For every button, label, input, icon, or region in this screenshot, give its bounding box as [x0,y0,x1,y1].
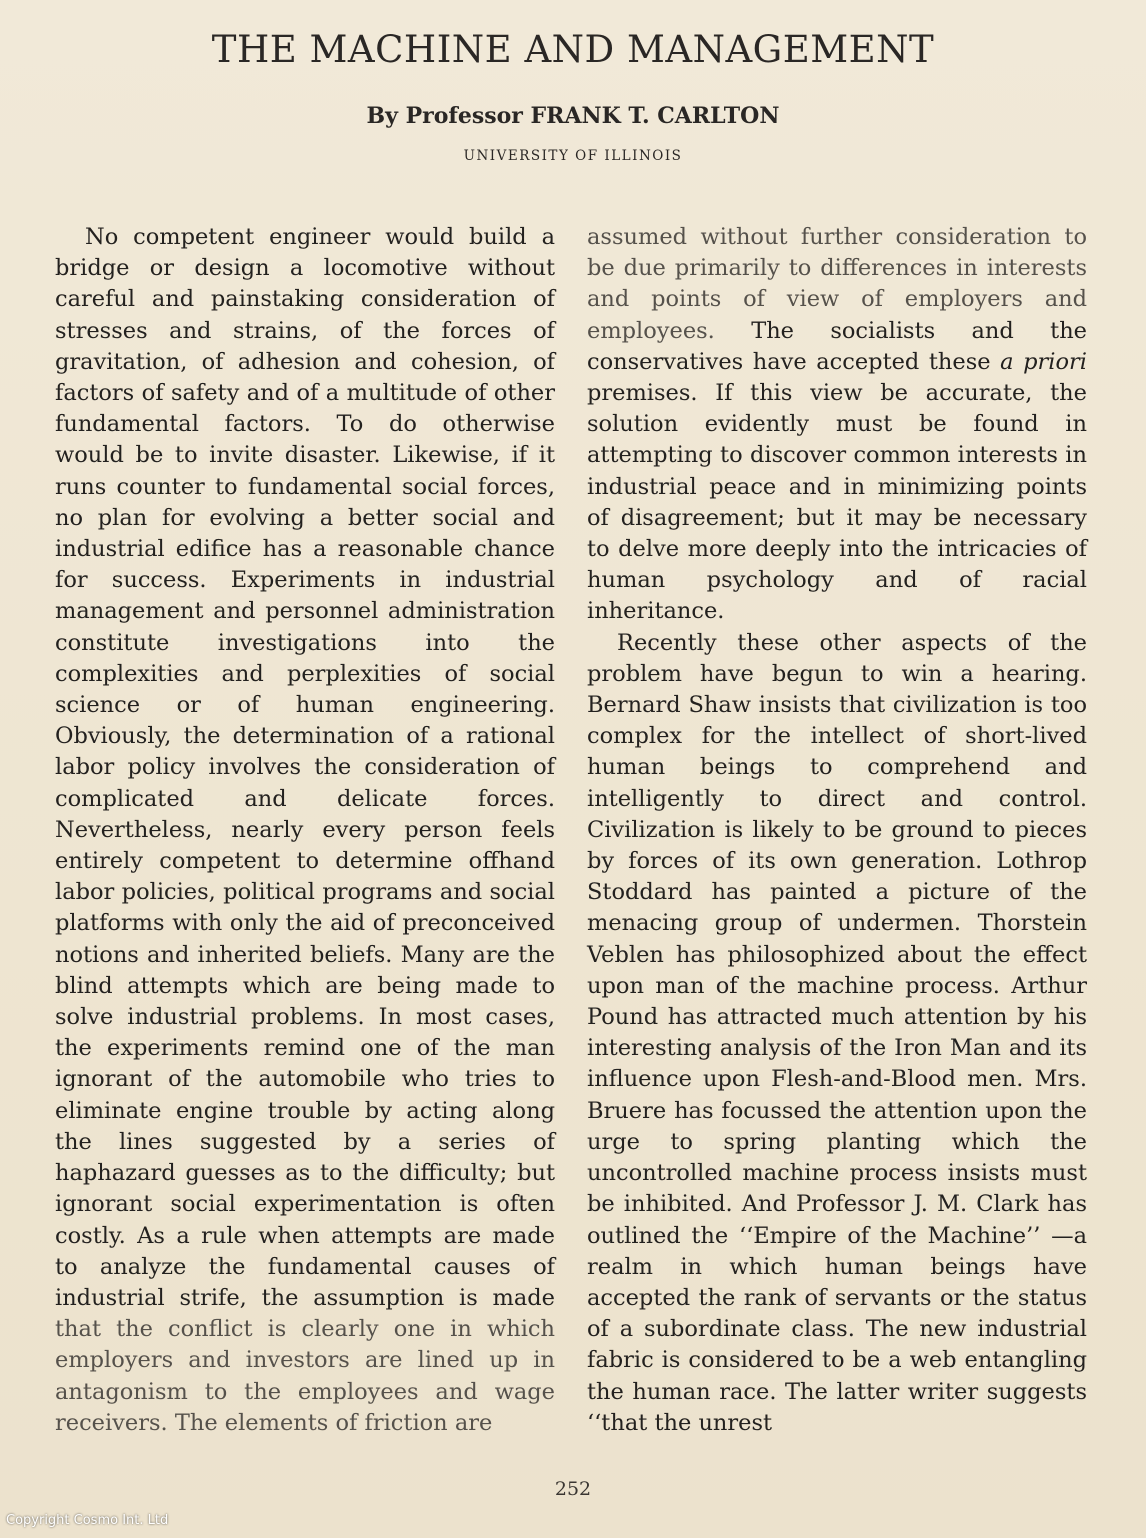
copyright-notice: Copyright Cosmo Int. Ltd [6,1513,169,1528]
right-column [587,222,1087,1439]
byline: By Professor FRANK T. CARLTON [366,103,780,129]
paragraph-1-text: No competent engineer would build a bridge or design a locomotive without careful and painstaking consideration of stresses and strains, of the forces of gravitation, of adhesion and cohesion, of factors of safety and of a multitude of other fundamental factors. To do otherwise would be to invite disaster. Likewise, if it runs counter to fundamental social forces, no plan for evolving a better social and industrial edifice has a reasonable chance for success. Experiments in industrial management and personnel administration constitute investigations into the complexities and perplexities of social science or of human engineering. Obviously, the determination of a rational labor policy involves the consideration of complicated and delicate forces. Nevertheless, nearly every person feels entirely competent to determine offhand labor policies, political programs and social platforms with only the aid of preconceived notions and inherited beliefs. Many are the blind attempts which are being made to solve industrial problems. In most cases, the experiments remind one of the man ignorant of the automobile who tries to eliminate engine trouble by acting along the lines suggested by a series of haphazard guesses as to the difficulty; but ignorant social experimentation is often costly. As a rule when attempts are made to analyze the fundamental causes of industrial strife, the assumption is made [55,224,555,1311]
affiliation: UNIVERSITY OF ILLINOIS [463,148,683,164]
italic-phrase: a priori [1000,348,1087,375]
page-number: 252 [554,1478,592,1500]
paragraph-1-continued [587,222,1087,628]
paragraph-1-faded-text: that the conflict is clearly one in which employers and investors are lined up in antagonism to the employees and wage receivers. The elements of friction are [55,1316,555,1436]
paragraph-1 [55,222,555,1439]
paragraph-1-continued-faded: assumed without further consideration to be due primarily to differences in interests and points of view of employers and employees. [587,224,1087,344]
paragraph-2: Recently these other aspects of the problem have begun to win a hearing. Bernard Shaw insists that civilization is too complex for the intellect of short-lived human beings to comprehend and intelligently to direct and control. Civilization is likely to be ground to pieces by forces of its own generation. Lothrop Stoddard has painted a picture of the menacing group of undermen. Thorstein Veblen has philosophized about the effect upon man of the machine process. Arthur Pound has attracted much attention by his interesting analysis of the Iron Man and its influence upon Flesh-and-Blood men. Mrs. Bruere has focussed the attention upon the urge to spring planting which the uncontrolled machine process insists must be inhibited. And Professor J. M. Clark has outlined the ‘‘Empire of the Machine’’ —a realm in which human beings have accepted the rank of servants or the status of a subordinate class. The new industrial fabric is considered to be a web entangling the human race. The latter writer suggests ‘‘that the unrest [587,629,1087,1436]
left-column [55,222,555,1439]
paragraph-1-continued-a: The socialists and the conservatives have accepted these [587,317,1087,375]
article-title: THE MACHINE AND MANAGEMENT [211,28,935,71]
paragraph-1-continued-b: premises. If this view be accurate, the solution evidently must be found in attempting to discover common interests in industrial peace and in minimizing points of disagreement; but it may be necessary to delve more deeply into the intricacies of human psychology and of racial inheritance. [587,380,1087,625]
